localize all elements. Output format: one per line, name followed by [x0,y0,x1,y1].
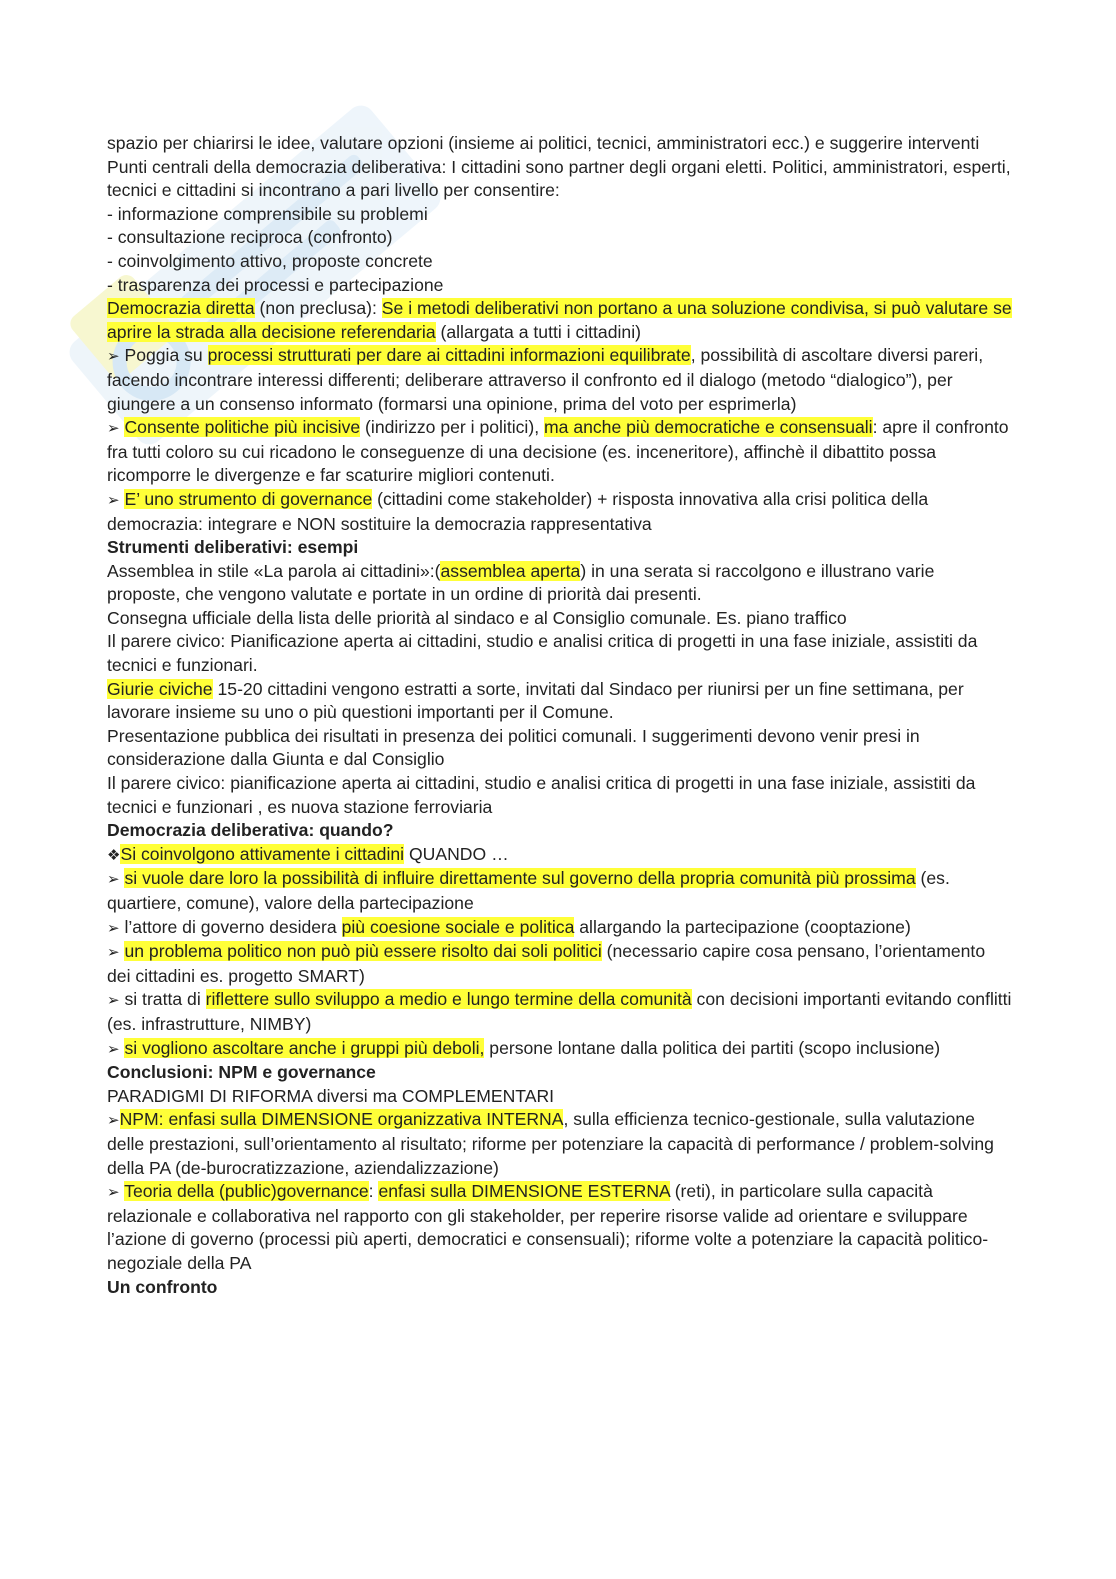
bullet-arrow-icon: ➢ [107,991,120,1010]
text-run: Assemblea in stile «La parola ai cittadini»:( [107,560,441,581]
paragraph [107,725,1012,772]
highlighted-text: NPM: enfasi sulla DIMENSIONE organizzativa INTERNA [119,1109,564,1130]
bullet-arrow-icon: ➢ [107,1039,120,1058]
text-run: - informazione comprensibile su problemi [107,203,428,224]
text-run: - trasparenza dei processi e partecipazione [107,274,444,295]
paragraph [107,1108,1012,1180]
text-run: Consegna ufficiale della lista delle priorità al sindaco e al Consiglio comunale. Es. piano traffico [107,607,847,628]
paragraph [107,488,1012,536]
text-run: Il parere civico: pianificazione aperta ai cittadini, studio e analisi critica di progetti in una fase iniziale, assistiti da tecnici e funzionari , es nuova stazione ferroviaria [107,773,976,817]
text-run: - consultazione reciproca (confronto) [107,227,393,248]
section-heading [107,1061,1012,1085]
text-run: , possibilità di ascoltare diversi pareri, facendo incontrare interessi differenti; deliberare attraverso il confronto ed il dialogo (metodo “dialogico”), per giungere a un consenso informato (formarsi una opinione, prima del voto per esprimerla) [107,345,984,414]
text-run: (reti), in particolare sulla capacità relazionale e collaborativa nel rapporto con gli stakeholder, per reperire risorse valide ad orientare e sviluppare l’azione di governo (processi più aperti, democratici e consensuali); riforme volte a potenziare la capacità politico-negoziale della PA [107,1181,989,1273]
highlighted-text: Democrazia diretta [107,298,255,319]
paragraph [107,250,1012,274]
text-run: Il parere civico: Pianificazione aperta ai cittadini, studio e analisi critica di progetti in una fase iniziale, assistiti da tecnici e funzionari. [107,631,978,676]
bullet-arrow-icon: ➢ [107,943,120,962]
text-run: , sulla efficienza tecnico-gestionale, sulla valutazione delle prestazioni, sull’orientamento al risultato; riforme per potenziare la capacità di performance / problem-solving della PA (de-burocratizzazione, aziendalizzazione) [107,1109,994,1178]
paragraph [107,1037,1012,1062]
highlighted-text: Consente politiche più incisive [124,417,361,438]
paragraph [107,1085,1012,1109]
bullet-arrow-icon: ➢ [107,490,120,509]
paragraph [107,988,1012,1036]
paragraph [107,843,1012,868]
highlighted-text: un problema politico non può più essere risolto dai soli politici [124,941,602,962]
highlighted-text: Se i metodi deliberativi non portano a una soluzione condivisa, si può valutare se aprire la strada alla decisione referendaria [107,298,1012,342]
text-run: spazio per chiarirsi le idee, valutare opzioni (insieme ai politici, tecnici, amministratori ecc.) e suggerire interventi [107,133,980,153]
text-run: : apre il confronto fra tutti coloro su cui ricadono le conseguenze di una decisione (es. inceneritore), affinchè il dibattito possa ricomporre le divergenze e far scaturire migliori contenuti. [107,417,1009,486]
text-run: l’attore di governo desidera [119,916,342,937]
text-run: ) in una serata si raccolgono e illustrano varie proposte, che vengono valutate e portate in un ordine di priorità dai presenti. [107,560,935,605]
text-run: Un confronto [107,1276,218,1297]
highlighted-text: Giurie civiche [107,678,213,699]
bullet-arrow-icon: ➢ [107,1111,120,1130]
highlighted-text: E’ uno strumento di governance [124,488,373,509]
document-body [107,132,1012,1299]
paragraph [107,156,1012,203]
text-run: Punti centrali della democrazia deliberativa: I cittadini sono partner degli organi eletti. Politici, amministratori, esperti, tecnici e cittadini si incontrano a pari livello per consentire: [107,156,1011,201]
text-run: si tratta di [119,989,206,1010]
text-run: allargando la partecipazione (cooptazione) [574,916,911,937]
text-run: (indirizzo per i politici), [360,417,544,438]
text-run: con decisioni importanti evitando conflitti (es. infrastrutture, NIMBY) [107,989,1012,1034]
text-run: (cittadini come stakeholder) + risposta innovativa alla crisi politica della democrazia: integrare e NON sostituire la democrazia rappresentativa [107,488,929,534]
highlighted-text: Si coinvolgono attivamente i cittadini [120,843,405,864]
text-run: Strumenti deliberativi: esempi [107,537,359,558]
text-run: 15-20 cittadini vengono estratti a sorte, invitati dal Sindaco per riunirsi per un fine settimana, per lavorare insieme su uno o più questioni importanti per il Comune. [107,678,964,723]
highlighted-text: Teoria della (public)governance [124,1181,369,1202]
paragraph [107,678,1012,725]
bullet-arrow-icon: ➢ [107,419,120,438]
paragraph [107,630,1012,677]
text-run: (es. quartiere, comune), valore della partecipazione [107,868,950,913]
text-run: - coinvolgimento attivo, proposte concrete [107,250,433,271]
text-run: Presentazione pubblica dei risultati in presenza dei politici comunali. I suggerimenti devono venir presi in considerazione dalla Giunta e dal Consiglio [107,725,920,770]
highlighted-text: si vogliono ascoltare anche i gruppi più deboli, [124,1037,485,1058]
section-heading [107,536,1012,560]
highlighted-text: si vuole dare loro la possibilità di influire direttamente sul governo della propria comunità più prossima [124,868,916,889]
paragraph [107,607,1012,631]
paragraph [107,940,1012,988]
paragraph [107,560,1012,607]
text-run: (necessario capire cosa pensano, l’orientamento dei cittadini es. progetto SMART) [107,941,986,986]
bullet-arrow-icon: ➢ [107,870,120,889]
text-run: QUANDO … [404,843,509,864]
highlighted-text: più coesione sociale e politica [341,916,575,937]
highlighted-text: assemblea aperta [440,560,581,581]
text-run: (allargata a tutti i cittadini) [435,321,641,342]
text-run: Poggia su [119,345,208,366]
paragraph [107,203,1012,227]
section-heading [107,1276,1012,1300]
bullet-arrow-icon: ➢ [107,347,120,366]
highlighted-text: ma anche più democratiche e consensuali [543,417,873,438]
text-run: Conclusioni: NPM e governance [107,1062,376,1083]
highlighted-text: processi strutturati per dare ai cittadini informazioni equilibrate [207,345,691,366]
paragraph [107,772,1012,819]
bullet-arrow-icon: ➢ [107,1183,120,1202]
paragraph [107,916,1012,941]
text-run: PARADIGMI DI RIFORMA diversi ma COMPLEMENTARI [107,1085,555,1106]
bullet-arrow-icon: ➢ [107,918,120,937]
text-run: (non preclusa): [254,298,382,319]
paragraph [107,132,1012,156]
paragraph [107,297,1012,344]
paragraph [107,416,1012,488]
text-run: : [368,1181,379,1202]
highlighted-text: enfasi sulla DIMENSIONE ESTERNA [378,1181,670,1202]
text-run: persone lontane dalla politica dei partiti (scopo inclusione) [484,1037,941,1058]
paragraph [107,344,1012,416]
bullet-arrow-icon: ❖ [107,845,121,864]
paragraph [107,274,1012,298]
section-heading [107,819,1012,843]
paragraph [107,1180,1012,1275]
text-run: Democrazia deliberativa: quando? [107,820,394,841]
paragraph [107,226,1012,250]
paragraph [107,867,1012,915]
highlighted-text: riflettere sullo sviluppo a medio e lungo termine della comunità [205,989,692,1010]
